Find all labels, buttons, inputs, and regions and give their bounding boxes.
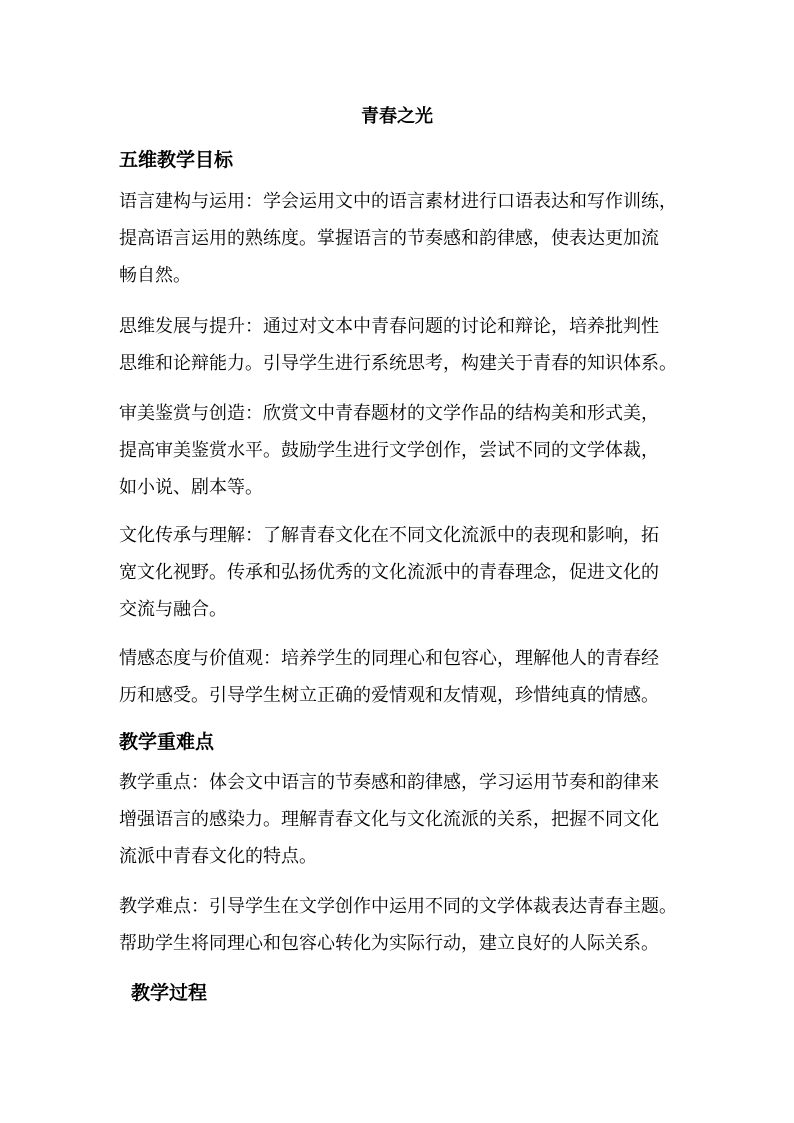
paragraph-line: 帮助学生将同理心和包容心转化为实际行动，建立良好的人际关系。: [119, 933, 659, 954]
paragraph-line: 提高审美鉴赏水平。鼓励学生进行文学创作，尝试不同的文学体裁，: [119, 440, 659, 461]
paragraph-line: 思维发展与提升：通过对文本中青春问题的讨论和辩论，培养批判性: [119, 316, 659, 337]
paragraph-line: 提高语言运用的熟练度。掌握语言的节奏感和韵律感，使表达更加流: [119, 228, 659, 249]
paragraph-line: 教学重点：体会文中语言的节奏感和韵律感，学习运用节奏和韵律来: [119, 772, 659, 793]
section-heading-process: 教学过程: [131, 982, 208, 1004]
paragraph-line: 交流与融合。: [119, 599, 227, 620]
paragraph-line: 语言建构与运用：学会运用文中的语言素材进行口语表达和写作训练，: [119, 191, 677, 212]
paragraph-aesthetic-appreciation: [119, 395, 694, 506]
document-title: 青春之光: [361, 106, 433, 127]
paragraph-line: 文化传承与理解：了解青春文化在不同文化流派中的表现和影响，拓: [119, 525, 659, 546]
paragraph-line: 流派中青春文化的特点。: [119, 846, 317, 867]
paragraph-line: 历和感受。引导学生树立正确的爱情观和友情观，珍惜纯真的情感。: [119, 685, 659, 706]
paragraph-line: 审美鉴赏与创造：欣赏文中青春题材的文学作品的结构美和形式美，: [119, 403, 659, 424]
paragraph-language-construction: [119, 183, 694, 294]
paragraph-line: 情感态度与价值观：培养学生的同理心和包容心，理解他人的青春经: [119, 648, 659, 669]
paragraph-line: 增强语言的感染力。理解青春文化与文化流派的关系，把握不同文化: [119, 809, 659, 830]
paragraph-line: 思维和论辩能力。引导学生进行系统思考，构建关于青春的知识体系。: [119, 353, 677, 374]
paragraph-teaching-focus: [119, 764, 694, 875]
paragraph-thinking-development: [119, 308, 694, 382]
paragraph-cultural-inheritance: [119, 517, 694, 628]
paragraph-line: 宽文化视野。传承和弘扬优秀的文化流派中的青春理念，促进文化的: [119, 562, 659, 583]
paragraph-line: 畅自然。: [119, 265, 191, 286]
paragraph-emotional-values: [119, 640, 694, 714]
section-heading-objectives: 五维教学目标: [119, 149, 234, 171]
paragraph-line: 如小说、剧本等。: [119, 477, 263, 498]
paragraph-line: 教学难点：引导学生在文学创作中运用不同的文学体裁表达青春主题。: [119, 896, 677, 917]
paragraph-teaching-difficulty: [119, 888, 694, 962]
section-heading-key-points: 教学重难点: [119, 731, 215, 753]
